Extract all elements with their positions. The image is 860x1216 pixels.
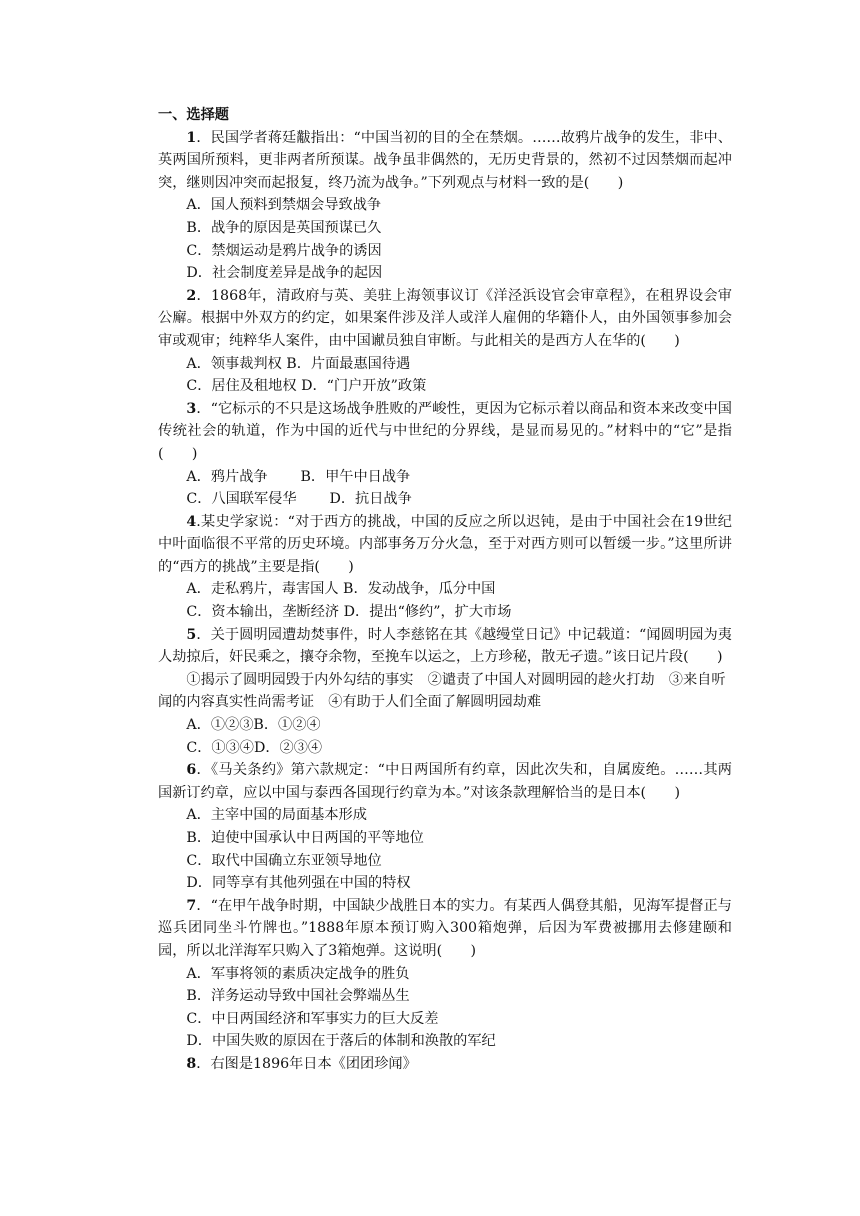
option: D．中国失败的原因在于落后的体制和涣散的军纪	[186, 1033, 496, 1050]
question-2	[158, 285, 732, 398]
option: C．取代中国确立东亚领导地位	[186, 852, 382, 869]
question-stem: ．关于圆明园遭劫焚事件，时人李慈铭在其《越缦堂日记》中记载道：“闻圆明园为夷人劫掠后，奸民乘之，攘夺余物，至挽车以运之，上方珍秘，散无孑遗。”该日记片段( )	[158, 626, 732, 666]
question-number: 1	[186, 129, 197, 146]
option: B．战争的原因是英国预谋已久	[186, 219, 382, 236]
option: D．同等享有其他列强在中国的特权	[186, 875, 411, 892]
option: D．社会制度差异是战争的起因	[186, 265, 383, 282]
option: A．领事裁判权 B．片面最惠国待遇	[186, 355, 411, 372]
question-3	[158, 398, 732, 511]
question-stem: ．民国学者蒋廷黻指出：“中国当初的目的全在禁烟。……故鸦片战争的发生，非中、英两国所预料，更非两者所预谋。战争虽非偶然的，无历史背景的，然初不过因禁烟而起冲突，继则因冲突而起报复，终乃流为战争。”下列观点与材料一致的是( )	[158, 129, 732, 191]
option: B．迫使中国承认中日两国的平等地位	[186, 830, 424, 846]
question-number: 5	[186, 626, 197, 643]
question-number: 4	[186, 513, 197, 530]
option: C．居住及租地权 D．“门户开放”政策	[186, 378, 427, 395]
statement-items: ①揭示了圆明园毁于内外勾结的事实 ②谴责了中国人对圆明园的趁火打劫 ③来自听闻的内容真实性尚需考证 ④有助于人们全面了解圆明园劫难	[158, 671, 726, 711]
question-number: 7	[186, 897, 197, 914]
question-number: 3	[186, 400, 197, 417]
option: A．军事将领的素质决定战争的胜负	[186, 965, 410, 982]
question-7	[158, 895, 732, 1053]
question-8	[158, 1053, 732, 1076]
option: B．洋务运动导致中国社会弊端丛生	[186, 988, 410, 1005]
question-stem: ．“在甲午战争时期，中国缺少战胜日本的实力。有某西人偶登其船，见海军提督正与巡兵团同坐斗竹牌也。”1888年原本预订购入300箱炮弹，后因为军费被挪用去修建颐和园，所以北洋海军只购入了3箱炮弹。这说明( )	[158, 897, 732, 959]
option: C．①③④D．②③④	[186, 739, 323, 756]
option: A．国人预料到禁烟会导致战争	[186, 197, 382, 214]
option: A．走私鸦片，毒害国人 B．发动战争，瓜分中国	[186, 581, 496, 598]
question-number: 6	[186, 762, 197, 779]
question-number: 2	[186, 287, 197, 304]
question-5	[158, 624, 732, 760]
question-4	[158, 511, 732, 624]
option: A．主宰中国的局面基本形成	[186, 807, 367, 824]
question-number: 8	[186, 1055, 197, 1072]
question-1	[158, 127, 732, 285]
question-stem: .某史学家说：“对于西方的挑战，中国的反应之所以迟钝，是由于中国社会在19世纪中叶面临很不平常的历史环境。内部事务万分火急，至于对西方则可以暂缓一步。”这里所讲的“西方的挑战”主要是指( )	[158, 513, 732, 575]
option: C．八国联军侵华 D．抗日战争	[186, 491, 412, 508]
question-stem: ．“它标示的不只是这场战争胜败的严峻性，更因为它标示着以商品和资本来改变中国传统社会的轨道，作为中国的近代与中世纪的分界线，是显而易见的。”材料中的“它”是指( )	[158, 400, 732, 462]
option: A．①②③B．①②④	[186, 717, 321, 734]
option: C．资本输出，垄断经济 D．提出“修约”，扩大市场	[186, 604, 512, 621]
option: A．鸦片战争 B．甲午中日战争	[186, 468, 411, 485]
question-6	[158, 759, 732, 895]
option: C．中日两国经济和军事实力的巨大反差	[186, 1010, 439, 1027]
worksheet-page	[158, 104, 732, 1076]
question-stem: ．1868年，清政府与英、美驻上海领事议订《洋泾浜设官会审章程》，在租界设会审公廨。根据中外双方的约定，如果案件涉及洋人或洋人雇佣的华籍仆人，由外国领事参加会审或观审；纯粹华人案件，由中国谳员独自审断。与此相关的是西方人在华的( )	[158, 287, 732, 349]
section-title: 一、选择题	[158, 107, 229, 123]
question-stem: ．《马关条约》第六款规定：“中日两国所有约章，因此次失和，自属废绝。……其两国新订约章，应以中国与泰西各国现行约章为本。”对该条款理解恰当的是日本( )	[158, 762, 732, 801]
option: C．禁烟运动是鸦片战争的诱因	[186, 242, 382, 259]
question-stem: ．右图是1896年日本《团团珍闻》	[196, 1055, 417, 1072]
